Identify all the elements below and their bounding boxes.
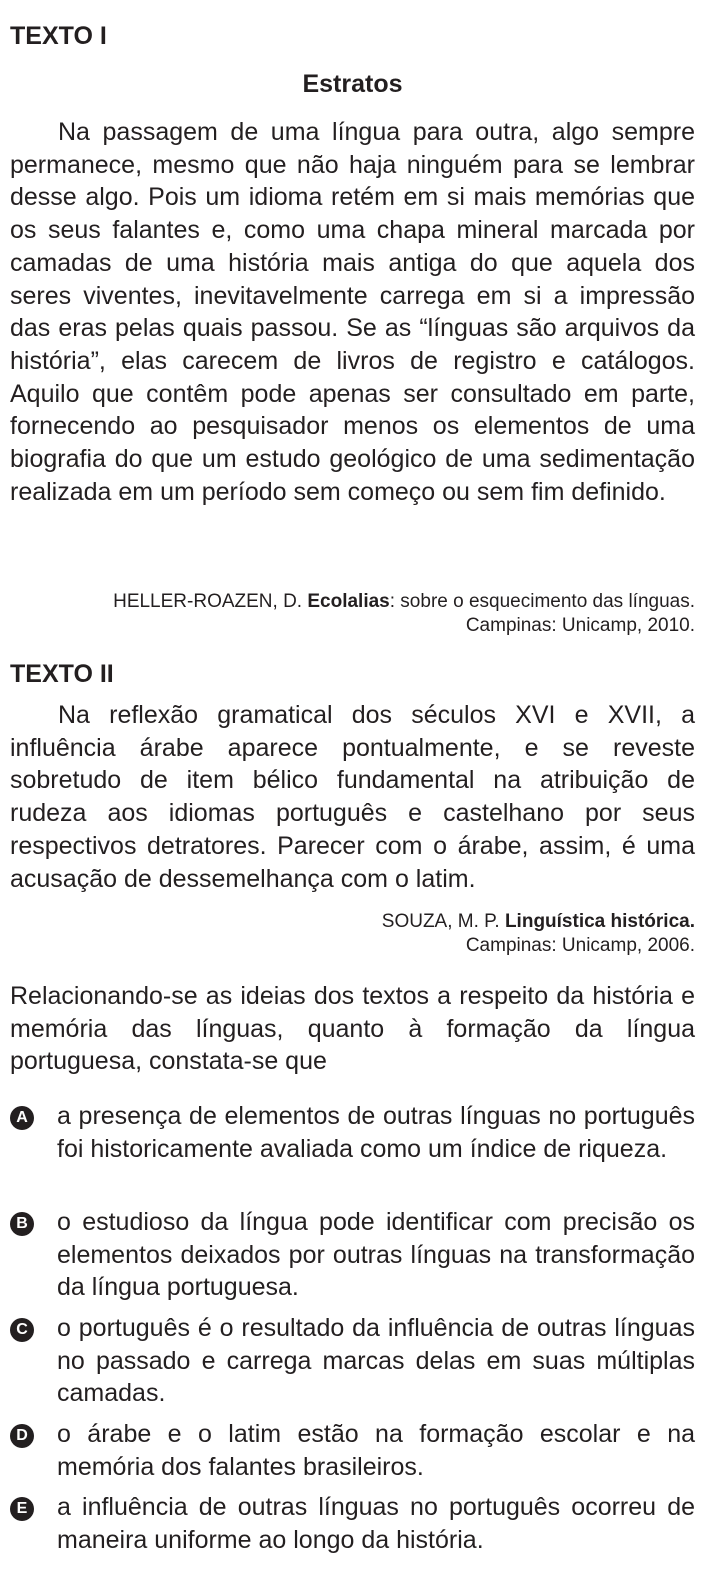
option-a-badge[interactable]: A	[10, 1106, 34, 1130]
option-d-text: o árabe e o latim estão na formação escolar e na memória dos falantes brasileiros.	[57, 1420, 695, 1481]
source2-work: Linguística histórica.	[504, 911, 695, 932]
source2-publisher: Campinas: Unicamp, 2006.	[465, 935, 695, 956]
option-e-badge[interactable]: E	[10, 1497, 34, 1521]
source1-author: HELLER-ROAZEN, D.	[113, 591, 308, 612]
texto2-body: Na reflexão gramatical dos séculos XVI e XVII, a influência árabe aparece pontualmente, e se reveste sobretudo de item bélico fundamental na atribuição de rudeza aos idiomas português e castelhano por seus respectivos detratores. Parecer com o árabe, assim, é uma acusação de dessemelhança com o latim.	[10, 701, 695, 893]
texto2-heading: TEXTO II	[10, 660, 114, 688]
source1-publisher: Campinas: Unicamp, 2010.	[465, 615, 695, 636]
question-stem: Relacionando-se as ideias dos textos a respeito da história e memória das línguas, quanto à formação da língua portuguesa, constata-se que	[10, 982, 695, 1076]
texto1-title: Estratos	[302, 70, 403, 98]
texto1-body: Na passagem de uma língua para outra, algo sempre permanece, mesmo que não haja ninguém para se lembrar desse algo. Pois um idioma retém em si mais memórias que os seus falantes e, como uma chapa mineral marcada por camadas de uma história mais antiga do que aquela dos seres viventes, inevitavelmente carrega em si a impressão das eras pelas quais passou. Se as “línguas são arquivos da história”, elas carecem de livros de registro e catálogos. Aquilo que contêm pode apenas ser consultado em parte, fornecendo ao pesquisador menos os elementos de uma biografia do que um estudo geológico de uma sedimentação realizada em um período sem começo ou sem fim definido.	[10, 118, 695, 506]
texto1-heading: TEXTO I	[10, 22, 107, 50]
option-e-text: a influência de outras línguas no português ocorreu de maneira uniforme ao longo da história.	[57, 1493, 695, 1554]
option-d-badge[interactable]: D	[10, 1424, 34, 1448]
option-b-badge[interactable]: B	[10, 1212, 34, 1236]
option-c-badge[interactable]: C	[10, 1318, 34, 1342]
texto2-source	[10, 910, 695, 958]
source2-author: SOUZA, M. P.	[381, 911, 505, 932]
option-c-text: o português é o resultado da influência de outras línguas no passado e carrega marcas delas em suas múltiplas camadas.	[57, 1314, 695, 1408]
source1-subtitle: : sobre o esquecimento das línguas.	[389, 591, 695, 612]
texto1-source	[10, 590, 695, 638]
source1-work: Ecolalias	[307, 591, 390, 612]
option-a-text: a presença de elementos de outras línguas no português foi historicamente avaliada como um índice de riqueza.	[57, 1102, 695, 1163]
option-b-text: o estudioso da língua pode identificar com precisão os elementos deixados por outras línguas na transformação da língua portuguesa.	[57, 1208, 695, 1302]
